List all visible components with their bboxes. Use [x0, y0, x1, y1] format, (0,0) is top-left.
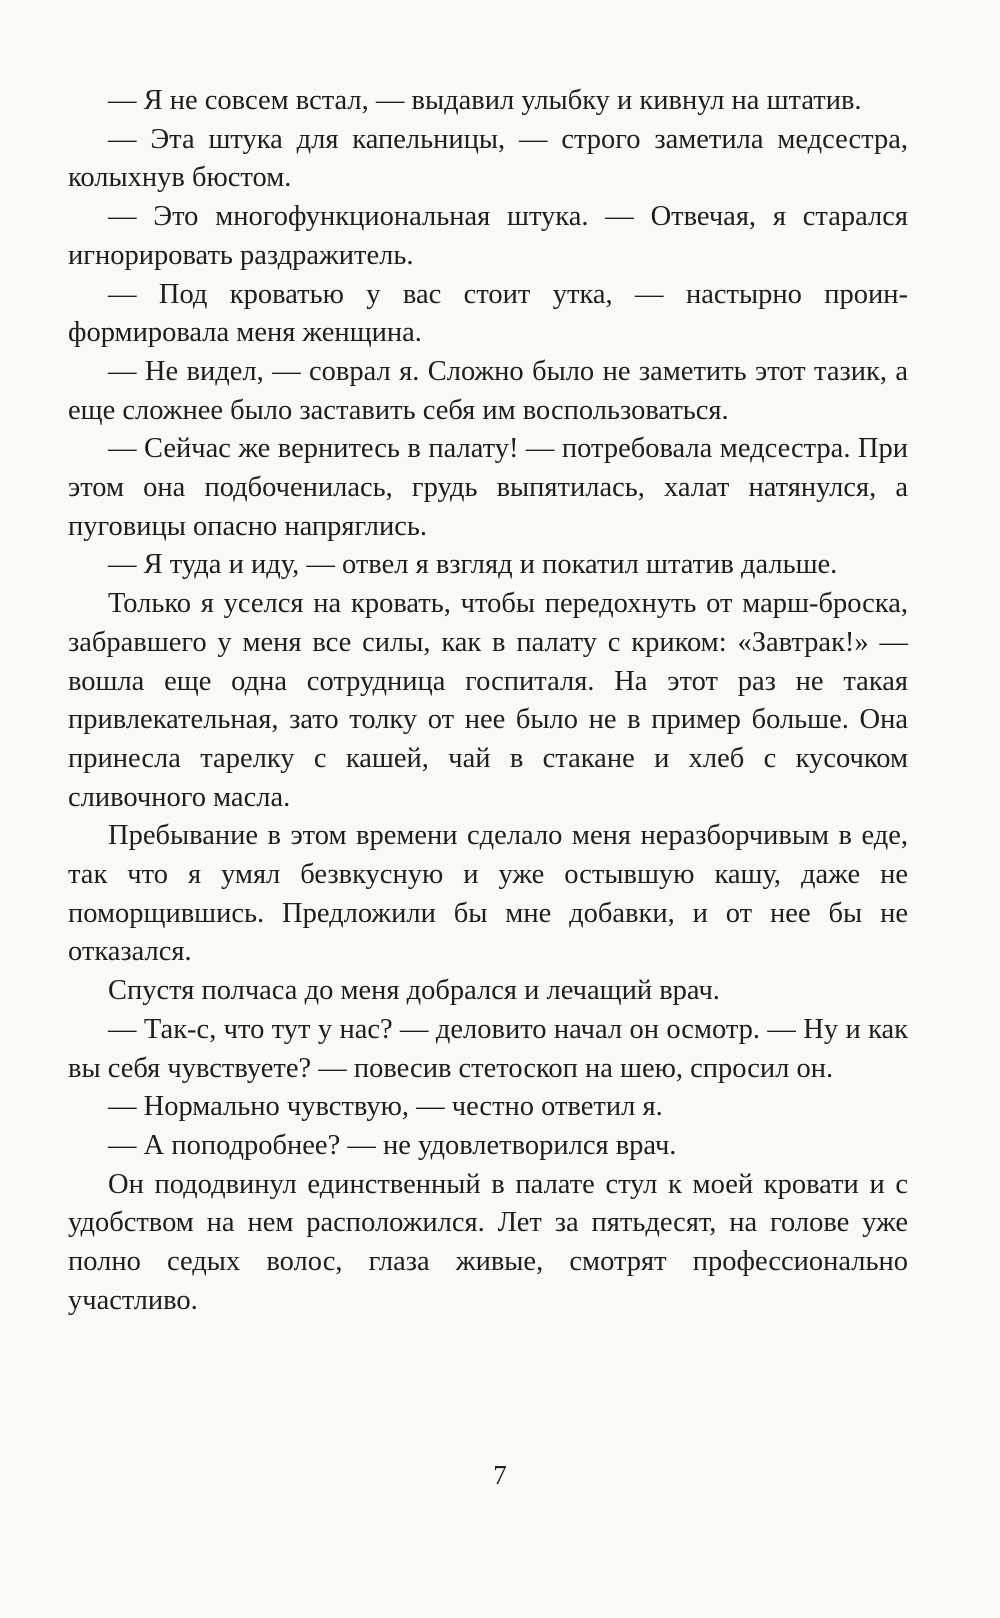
paragraph: — Я не совсем встал, — выдавил улыбку и кивнул на штатив. [108, 85, 862, 116]
paragraph: — Сейчас же вернитесь в палату! — потребовала медсестра. При этом она подбоченилась, грудь выпятилась, халат натянулся, а пуговицы опасно напряглись. [68, 433, 908, 542]
paragraph: — Эта штука для капельницы, — строго заметила медсестра, колыхнув бюстом. [68, 123, 908, 194]
paragraph: — Нормально чувствую, — честно ответил я. [108, 1091, 663, 1123]
paragraph: Он пододвинул единственный в палате стул к моей кровати и с удобством на нем расположился. Лет за пятьдесят, на голове уже полно седых волос, глаза живые, смотрят профессионально участливо. [68, 1168, 908, 1316]
paragraph: — Так-с, что тут у нас? — деловито начал он осмотр. — Ну и как вы себя чувствуете? — повесив стетоскоп на шею, спросил он. [68, 1013, 908, 1084]
paragraph: — Не видел, — соврал я. Сложно было не заметить этот тазик, а еще сложнее было заставить себя им воспользоваться. [68, 355, 908, 426]
paragraph: — Я туда и иду, — отвел я взгляд и покатил штатив дальше. [108, 549, 838, 581]
paragraph: Пребывание в этом времени сделало меня неразборчивым в еде, так что я умял безвкусную и уже остывшую кашу, даже не поморщившись. Предложили бы мне добавки, и от нее бы не отказался. [68, 820, 908, 968]
paragraph: — Это многофункциональная штука. — Отвечая, я старался игнорировать раздражитель. [68, 201, 908, 271]
paragraph: Спустя полчаса до меня добрался и лечащий врач. [108, 975, 720, 1007]
paragraph: — А поподробнее? — не удовлетворился врач. [108, 1129, 677, 1161]
paragraph: Только я уселся на кровать, чтобы передохнуть от марш-броска, забравшего у меня все силы, как в палату с криком: «Завтрак!» — вошла еще одна сотрудница госпиталя. На этот раз не такая привлекательная, зато толку от нее было не в пример больше. Она принесла тарелку с кашей, чай в стакане и хлеб с кусочком сливочного масла. [68, 588, 908, 813]
page-number: 7 [493, 1460, 507, 1490]
paragraph: — Под кроватью у вас стоит утка, — настырно проинформировала меня женщина. [68, 278, 908, 349]
body-text [68, 82, 908, 1321]
